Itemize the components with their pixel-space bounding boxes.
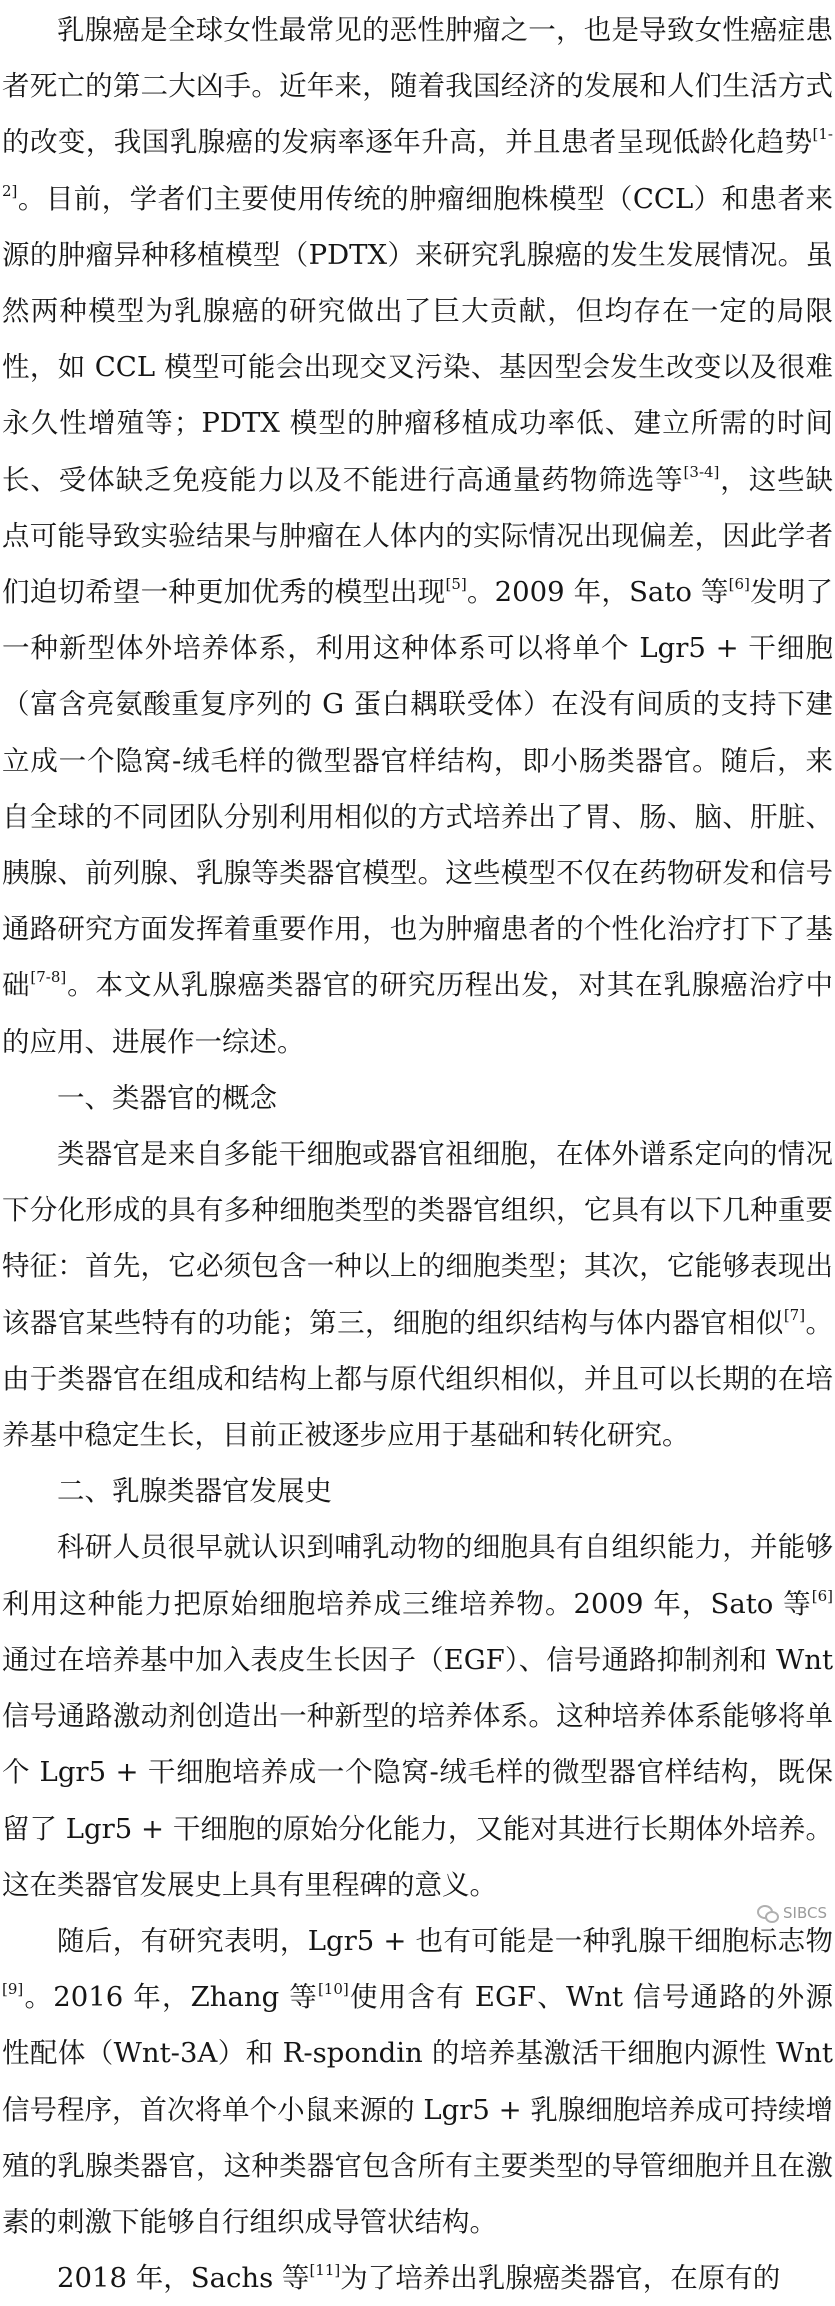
citation[interactable]: [6] — [811, 1586, 833, 1605]
paragraph-history-1 — [2, 1519, 833, 1912]
text-run: 为了培养出乳腺癌类器官，在原有的 — [340, 2262, 781, 2295]
paragraph-history-2 — [2, 1913, 833, 2250]
text-run: 2018 年，Sachs 等 — [57, 2262, 310, 2295]
section-heading-concept: 一、类器官的概念 — [57, 1081, 277, 1114]
citation[interactable]: [9] — [2, 1980, 24, 1999]
citation[interactable]: [7] — [783, 1305, 806, 1324]
text-run: 。本文从乳腺癌类器官的研究历程出发，对其在乳腺癌治疗中的应用、进展作一综述。 — [2, 969, 834, 1058]
text-run: 随后，有研究表明，Lgr5 + 也有可能是一种乳腺干细胞标志物 — [57, 1924, 833, 1957]
text-run: 。2016 年，Zhang 等 — [23, 1981, 318, 2014]
text-run: 科研人员很早就认识到哺乳动物的细胞具有自组织能力，并能够利用这种能力把原始细胞培养成三维培养物。2009 年，Sato 等 — [2, 1531, 833, 1620]
citation[interactable]: [7-8] — [30, 968, 67, 987]
section-heading-history: 二、乳腺类器官发展史 — [57, 1475, 332, 1508]
watermark — [757, 1903, 827, 1923]
text-run: 发明了一种新型体外培养体系，利用这种体系可以将单个 Lgr5 + 干细胞（富含亮氨酸重复序列的 G 蛋白耦联受体）在没有间质的支持下建立成一个隐窝-绒毛样的微型器官样结构，即小肠类器官。随后，来自全球的不同团队分别利用相似的方式培养出了胃、肠、脑、肝脏、胰腺、前列腺、乳腺等类器官模型。这些模型不仅在药物研发和信号通路研究方面发挥着重要作用，也为肿瘤患者的个性化治疗打下了基础 — [2, 576, 833, 1002]
text-run: 。由于类器官在组成和结构上都与原代组织相似，并且可以长期的在培养基中稳定生长，目前正被逐步应用于基础和转化研究。 — [2, 1306, 834, 1452]
wechat-icon — [757, 1904, 779, 1922]
text-run: 乳腺癌是全球女性最常见的恶性肿瘤之一，也是导致女性癌症患者死亡的第二大凶手。近年来，随着我国经济的发展和人们生活方式的改变，我国乳腺癌的发病率逐年升高，并且患者呈现低龄化趋势 — [2, 14, 833, 159]
citation[interactable]: [11] — [309, 2261, 341, 2280]
paragraph-history-3 — [2, 2250, 833, 2306]
text-run: 类器官是来自多能干细胞或器官祖细胞，在体外谱系定向的情况下分化形成的具有多种细胞类型的类器官组织，它具有以下几种重要特征：首先，它必须包含一种以上的细胞类型；其次，它能够表现出该器官某些特有的功能；第三，细胞的组织结构与体内器官相似 — [2, 1138, 833, 1339]
citation[interactable]: [3-4] — [683, 462, 720, 481]
watermark-label: SIBCS — [783, 1904, 827, 1922]
text-run: 。2009 年，Sato 等 — [466, 576, 729, 609]
paragraph-concept — [2, 1126, 833, 1463]
text-run: ，这些缺点可能导致实验结果与肿瘤在人体内的实际情况出现偏差，因此学者们迫切希望一种更加优秀的模型出现 — [2, 463, 833, 609]
citation[interactable]: [5] — [445, 575, 467, 594]
paragraph-intro — [2, 2, 833, 1070]
citation[interactable]: [6] — [728, 575, 750, 594]
text-run: 使用含有 EGF、Wnt 信号通路的外源性配体（Wnt-3A）和 R-spondin 的培养基激活干细胞内源性 Wnt 信号程序，首次将单个小鼠来源的 Lgr5 + 乳腺细胞培养成可持续增殖的乳腺类器官，这种类器官包含所有主要类型的导管细胞并且在激素的刺激下能够自行组织成导管状结构。 — [2, 1981, 833, 2238]
citation[interactable]: [10] — [317, 1980, 349, 1999]
citation[interactable]: [1-2] — [2, 125, 833, 200]
text-run: 。目前，学者们主要使用传统的肿瘤细胞株模型（CCL）和患者来源的肿瘤异种移植模型（PDTX）来研究乳腺癌的发生发展情况。虽然两种模型为乳腺癌的研究做出了巨大贡献，但均存在一定的局限性，如 CCL 模型可能会出现交叉污染、基因型会发生改变以及很难永久性增殖等；PDTX 模型的肿瘤移植成功率低、建立所需的时间长、受体缺乏免疫能力以及不能进行高通量药物筛选等 — [2, 182, 833, 496]
text-run: 通过在培养基中加入表皮生长因子（EGF）、信号通路抑制剂和 Wnt 信号通路激动剂创造出一种新型的培养体系。这种培养体系能够将单个 Lgr5 + 干细胞培养成一个隐窝-绒毛样的微型器官样结构，既保留了 Lgr5 + 干细胞的原始分化能力，又能对其进行长期体外培养。这在类器官发展史上具有里程碑的意义。 — [2, 1643, 833, 1901]
